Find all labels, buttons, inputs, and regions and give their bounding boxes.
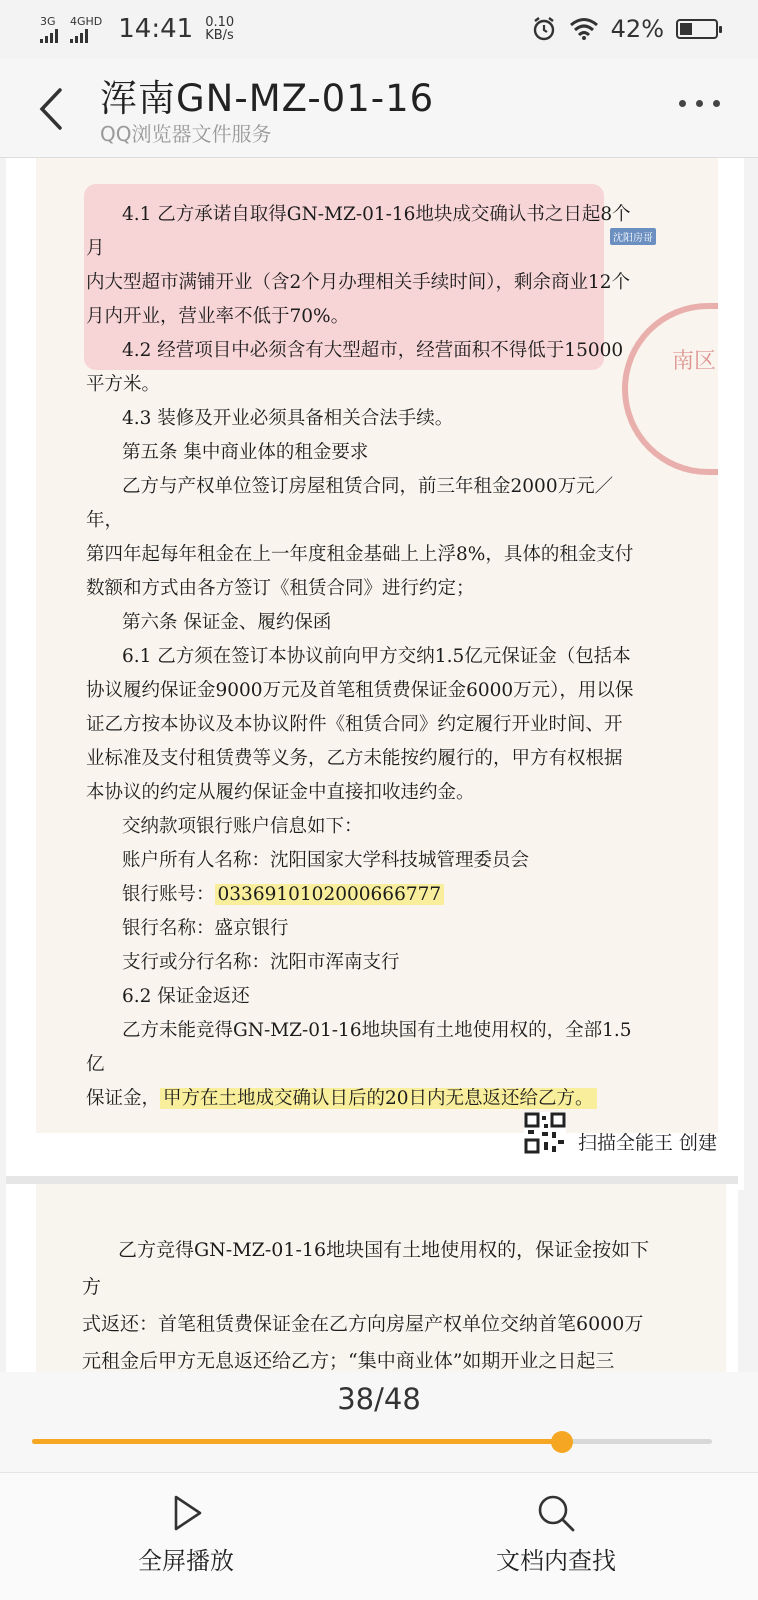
text-fragment: 保证金， — [86, 1088, 161, 1109]
text-line: 式返还：首笔租赁费保证金在乙方向房屋产权单位交纳首笔6000万 — [82, 1313, 644, 1335]
highlighted-text: 甲方在土地成交确认日后的20日内无息返还给乙方。 — [160, 1088, 597, 1109]
signal-4g-icon — [70, 16, 102, 43]
text-line: 4.1 乙方承诺自取得GN-MZ-01-16地块成交确认书之日起8个月 — [86, 204, 631, 259]
page-2-text — [82, 1232, 660, 1380]
wifi-icon — [569, 17, 599, 41]
network-speed — [205, 16, 234, 42]
text-line: 元租金后甲方无息返还给乙方；“集中商业体”如期开业之日起三 — [82, 1350, 615, 1372]
text-line: 交纳款项银行账户信息如下： — [122, 816, 363, 837]
text-line: 第六条 保证金、履约保函 — [122, 612, 332, 633]
text-line: 月内开业，营业率不低于70%。 — [86, 306, 350, 327]
text-line: 4.3 装修及开业必须具备相关合法手续。 — [122, 408, 454, 429]
signal-3g-icon — [40, 16, 58, 43]
status-bar — [0, 0, 758, 58]
more-menu-icon[interactable] — [679, 100, 720, 107]
network-type-2: 4GHD — [70, 14, 103, 28]
play-icon — [164, 1491, 208, 1535]
text-line: 4.2 经营项目中必须含有大型超市，经营面积不得低于15000 — [122, 340, 624, 361]
text-line: 第五条 集中商业体的租金要求 — [122, 442, 369, 463]
seal-text: 南区 — [671, 349, 716, 374]
network-type-1: 3G — [40, 14, 56, 28]
text-line: 第四年起每年租金在上一年度租金基础上上浮8%，具体的租金支付 — [86, 544, 634, 565]
page-slider[interactable] — [32, 1439, 712, 1444]
page-navigator — [0, 1372, 758, 1472]
document-page-1 — [6, 158, 744, 1190]
bottom-toolbar — [0, 1472, 758, 1600]
speed-value: 0.10 — [205, 15, 235, 30]
scanned-page-image — [36, 158, 718, 1133]
battery-percent: 42% — [610, 15, 664, 43]
app-header — [0, 58, 758, 158]
page-1-text — [86, 198, 646, 1116]
page-indicator: 38/48 — [337, 1382, 421, 1416]
text-line: 内大型超市满铺开业（含2个月办理相关手续时间），剩余商业12个 — [86, 272, 631, 293]
text-line — [86, 1082, 646, 1116]
text-line: 乙方与产权单位签订房屋租赁合同，前三年租金2000万元／年， — [86, 476, 614, 531]
search-icon — [534, 1491, 578, 1535]
text-line: 乙方未能竞得GN-MZ-01-16地块国有土地使用权的，全部1.5亿 — [86, 1020, 632, 1075]
battery-icon — [676, 19, 718, 39]
slider-progress — [32, 1439, 562, 1444]
alarm-icon — [531, 16, 557, 42]
bank-account-label: 银行账号： — [122, 884, 215, 905]
find-in-document-button[interactable] — [456, 1491, 656, 1576]
text-line: 6.2 保证金返还 — [122, 986, 250, 1007]
text-line: 平方米。 — [86, 374, 161, 395]
status-right — [531, 15, 718, 43]
bank-account-line — [86, 878, 646, 912]
text-line: 证乙方按本协议及本协议附件《租赁合同》约定履行开业时间、开 — [86, 714, 623, 735]
qr-code-icon — [524, 1112, 566, 1154]
text-line: 协议履约保证金9000万元及首笔租赁费保证金6000万元），用以保 — [86, 680, 634, 701]
document-title: 浑南GN-MZ-01-16 — [100, 77, 435, 120]
text-line: 乙方竞得GN-MZ-01-16地块国有土地使用权的，保证金按如下方 — [82, 1239, 650, 1298]
text-line: 本协议的约定从履约保证金中直接扣收违约金。 — [86, 782, 475, 803]
slider-thumb[interactable] — [551, 1431, 573, 1453]
speed-unit: KB/s — [205, 28, 234, 43]
back-arrow-icon[interactable] — [32, 84, 72, 134]
text-line: 业标准及支付租赁费等义务，乙方未能按约履行的，甲方有权根据 — [86, 748, 623, 769]
text-line: 账户所有人名称：沈阳国家大学科技城管理委员会 — [122, 850, 530, 871]
document-source: QQ浏览器文件服务 — [100, 122, 272, 146]
text-line: 数额和方式由各方签订《租赁合同》进行约定； — [86, 578, 475, 599]
status-left — [40, 14, 234, 44]
document-page-2 — [6, 1176, 738, 1380]
find-in-document-label: 文档内查找 — [496, 1547, 616, 1575]
text-line: 银行名称：盛京银行 — [122, 918, 289, 939]
clock: 14:41 — [118, 14, 194, 44]
text-line: 支行或分行名称：沈阳市浑南支行 — [122, 952, 400, 973]
fullscreen-play-button[interactable] — [86, 1491, 286, 1576]
watermark-badge: 沈阳房哥 — [610, 228, 656, 245]
scanner-credit: 扫描全能王 创建 — [578, 1132, 718, 1154]
fullscreen-play-label: 全屏播放 — [138, 1547, 234, 1575]
bank-account-number: 0336910102000666777 — [215, 884, 445, 905]
text-line: 6.1 乙方须在签订本协议前向甲方交纳1.5亿元保证金（包括本 — [122, 646, 631, 667]
